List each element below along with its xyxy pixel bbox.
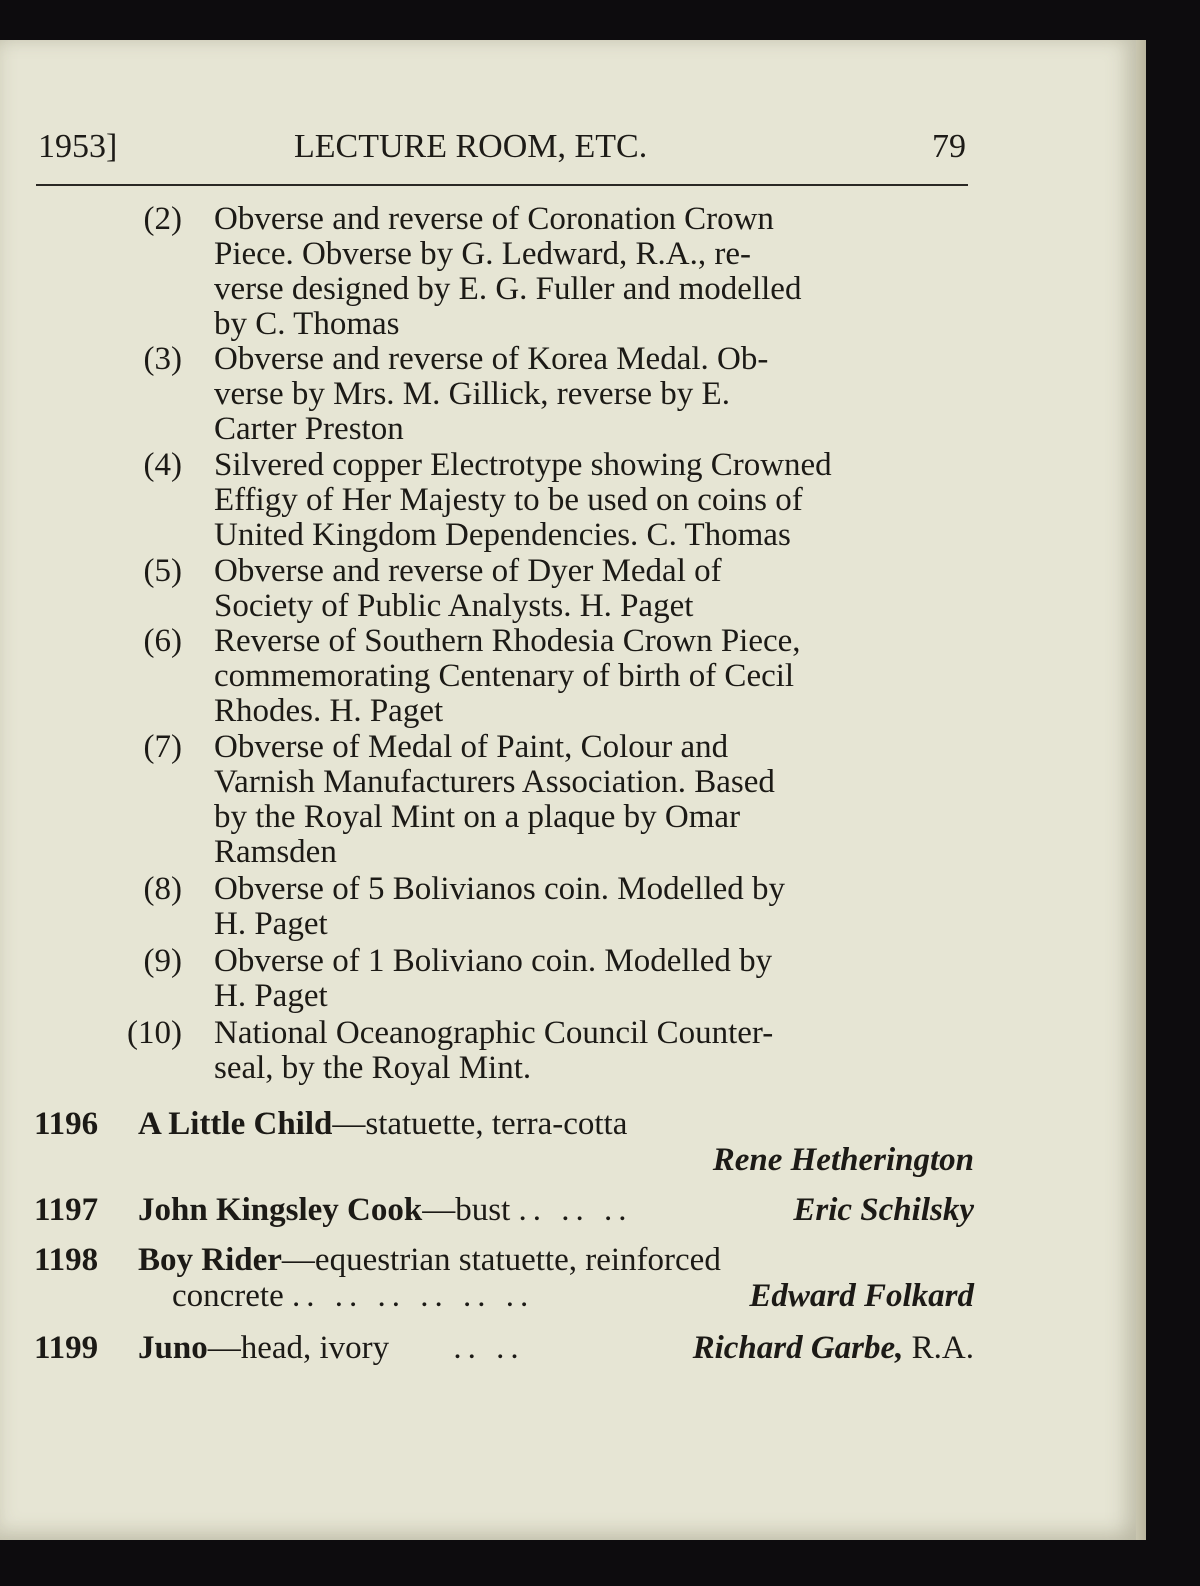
entry-title: Boy Rider <box>138 1242 282 1278</box>
item-line: Obverse of 1 Boliviano coin. Modelled by <box>214 943 773 979</box>
item-line: Carter Preston <box>214 411 404 447</box>
item-line: seal, by the Royal Mint. <box>214 1050 532 1086</box>
item-line: verse designed by E. G. Fuller and modelled <box>214 271 802 307</box>
entry-title: Juno <box>138 1330 208 1366</box>
item-line: United Kingdom Dependencies. C. Thomas <box>214 517 791 553</box>
item-line: Ramsden <box>214 834 337 870</box>
entry-description: —statuette, terra-cotta <box>332 1106 628 1142</box>
item-line: Reverse of Southern Rhodesia Crown Piece, <box>214 623 801 659</box>
item-line: Obverse and reverse of Coronation Crown <box>214 201 774 237</box>
entry-description: —head, ivory <box>207 1330 390 1366</box>
item-line: Effigy of Her Majesty to be used on coins of <box>214 482 803 518</box>
catalogue-entry <box>34 1242 974 1318</box>
item-line: Piece. Obverse by G. Ledward, R.A., re- <box>214 236 751 272</box>
entry-number: 1199 <box>34 1330 99 1366</box>
item-number: (4) <box>143 447 182 483</box>
item-line: H. Paget <box>214 906 328 942</box>
leader-dots: .. .. <box>453 1330 525 1366</box>
item-line: Obverse and reverse of Korea Medal. Ob- <box>214 341 769 377</box>
entry-number: 1197 <box>34 1192 99 1228</box>
leader-dots: .. .. .. <box>518 1192 633 1228</box>
item-line: H. Paget <box>214 978 328 1014</box>
item-line: Obverse of 5 Bolivianos coin. Modelled by <box>214 871 785 907</box>
item-number: (6) <box>143 623 182 659</box>
item-line: Silvered copper Electrotype showing Crowned <box>214 447 832 483</box>
item-line: Varnish Manufacturers Association. Based <box>214 764 775 800</box>
page-number: 79 <box>932 128 966 165</box>
entry-number: 1198 <box>34 1242 99 1278</box>
header-rule <box>36 184 968 186</box>
entry-artist: Richard Garbe, <box>692 1330 904 1366</box>
item-line: National Oceanographic Council Counter- <box>214 1015 774 1051</box>
item-line: Society of Public Analysts. H. Paget <box>214 588 694 624</box>
header-year: 1953] <box>38 128 118 165</box>
item-line: Rhodes. H. Paget <box>214 693 444 729</box>
item-number: (2) <box>143 201 182 237</box>
page-edge <box>1136 40 1146 1540</box>
item-number: (10) <box>127 1015 182 1051</box>
entry-artist: Eric Schilsky <box>793 1192 974 1228</box>
catalogue-entry <box>34 1106 974 1182</box>
entry-artist: Edward Folkard <box>749 1278 974 1314</box>
item-line: Obverse and reverse of Dyer Medal of <box>214 553 722 589</box>
item-line: by C. Thomas <box>214 306 400 342</box>
leader-dots: .. .. .. .. .. .. <box>292 1278 535 1314</box>
item-line: Obverse of Medal of Paint, Colour and <box>214 729 729 765</box>
item-number: (9) <box>143 943 182 979</box>
item-number: (3) <box>143 341 182 377</box>
entry-description: —bust <box>422 1192 511 1228</box>
item-line: commemorating Centenary of birth of Cecil <box>214 658 795 694</box>
header-title: LECTURE ROOM, ETC. <box>294 128 648 165</box>
entry-artist: Rene Hetherington <box>712 1142 974 1178</box>
entry-description: —equestrian statuette, reinforced <box>281 1242 721 1278</box>
entry-title: A Little Child <box>138 1106 333 1142</box>
entry-title: John Kingsley Cook <box>138 1192 423 1228</box>
item-number: (7) <box>143 729 182 765</box>
entry-artist-suffix: R.A. <box>911 1330 974 1366</box>
item-line: verse by Mrs. M. Gillick, reverse by E. <box>214 376 730 412</box>
item-number: (5) <box>143 553 182 589</box>
item-line: by the Royal Mint on a plaque by Omar <box>214 799 741 835</box>
item-number: (8) <box>143 871 182 907</box>
entry-description-cont: concrete <box>172 1278 284 1314</box>
entry-number: 1196 <box>34 1106 99 1142</box>
